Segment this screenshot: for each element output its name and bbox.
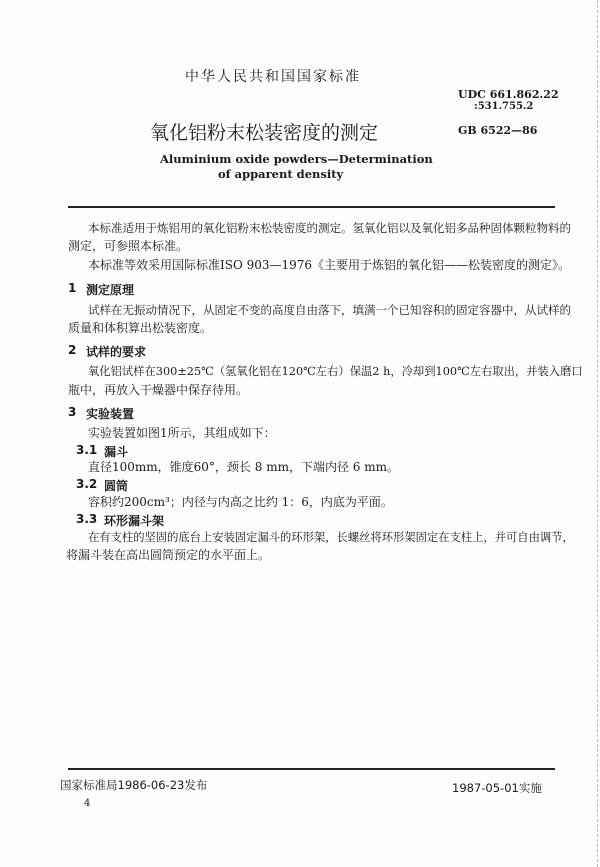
- subsection-3-1-text: 直径100mm，锥度60°，颈长 8 mm，下端内径 6 mm。: [88, 460, 399, 474]
- document-title-en-1: Aluminium oxide powders—Determination: [160, 152, 433, 166]
- subsection-3-2-number: 3.2: [76, 477, 98, 491]
- section-1-title: 测定原理: [86, 283, 135, 297]
- section-3-number: 3: [68, 405, 77, 419]
- section-1-number: 1: [68, 281, 77, 295]
- intro-paragraph-2: 本标准等效采用国际标准ISO 903—1976《主要用于炼铝的氧化铝——松装密度的测定》。: [88, 258, 571, 272]
- udc-line2: :531.755.2: [474, 101, 534, 112]
- effective-date: 1987-05-01实施: [452, 781, 542, 795]
- subsection-3-2-title: 圆筒: [104, 479, 129, 493]
- intro-paragraph-1-cont: 测定，可参照本标准。: [68, 239, 189, 253]
- udc-line1: UDC 661.862.22: [458, 88, 559, 101]
- issue-date: 国家标准局1986-06-23发布: [60, 778, 208, 792]
- subsection-3-3-number: 3.3: [76, 512, 98, 526]
- subsection-3-2-text: 容积约200cm³；内径与内高之比约 1：6，内底为平面。: [88, 495, 393, 509]
- subsection-3-1-title: 漏斗: [104, 445, 129, 459]
- subsection-3-3-text-cont: 将漏斗装在高出圆筒预定的水平面上。: [66, 548, 271, 562]
- national-standard-label: 中华人民共和国国家标准: [185, 69, 361, 85]
- section-1-text: 试样在无振动情况下，从固定不变的高度自由落下，填满一个已知容积的固定容器中，从试样的: [88, 303, 571, 317]
- subsection-3-1-number: 3.1: [76, 443, 98, 457]
- section-2-text-cont: 瓶中，再放入干燥器中保存待用。: [68, 383, 249, 397]
- section-3-text: 实验装置如图1所示，其组成如下：: [88, 426, 276, 440]
- header-rule: [68, 206, 555, 208]
- intro-paragraph-1: 本标准适用于炼铝用的氧化铝粉末松装密度的测定。氢氧化铝以及氧化铝多品种固体颗粒物料的: [88, 221, 571, 235]
- section-2-title: 试样的要求: [86, 345, 147, 359]
- scan-edge: [596, 0, 598, 867]
- section-3-title: 实验装置: [86, 407, 135, 421]
- page-number: 4: [84, 798, 91, 809]
- subsection-3-3-text: 在有支柱的坚固的底台上安装固定漏斗的环形架，长螺丝将环形架固定在支柱上，并可自由调节，: [88, 531, 574, 544]
- gb-number: GB 6522—86: [458, 124, 538, 137]
- section-2-text: 氧化铝试样在300±25℃（氢氧化铝在120℃左右）保温2 h，冷却到100℃左右取出，并装入磨口: [88, 365, 583, 378]
- section-2-number: 2: [68, 343, 77, 357]
- document-title-cn: 氧化铝粉末松装密度的测定: [150, 122, 379, 144]
- footer-rule: [68, 768, 555, 770]
- section-1-text-cont: 质量和体积算出松装密度。: [68, 321, 213, 335]
- document-title-en-2: of apparent density: [218, 167, 344, 181]
- subsection-3-3-title: 环形漏斗架: [104, 514, 165, 528]
